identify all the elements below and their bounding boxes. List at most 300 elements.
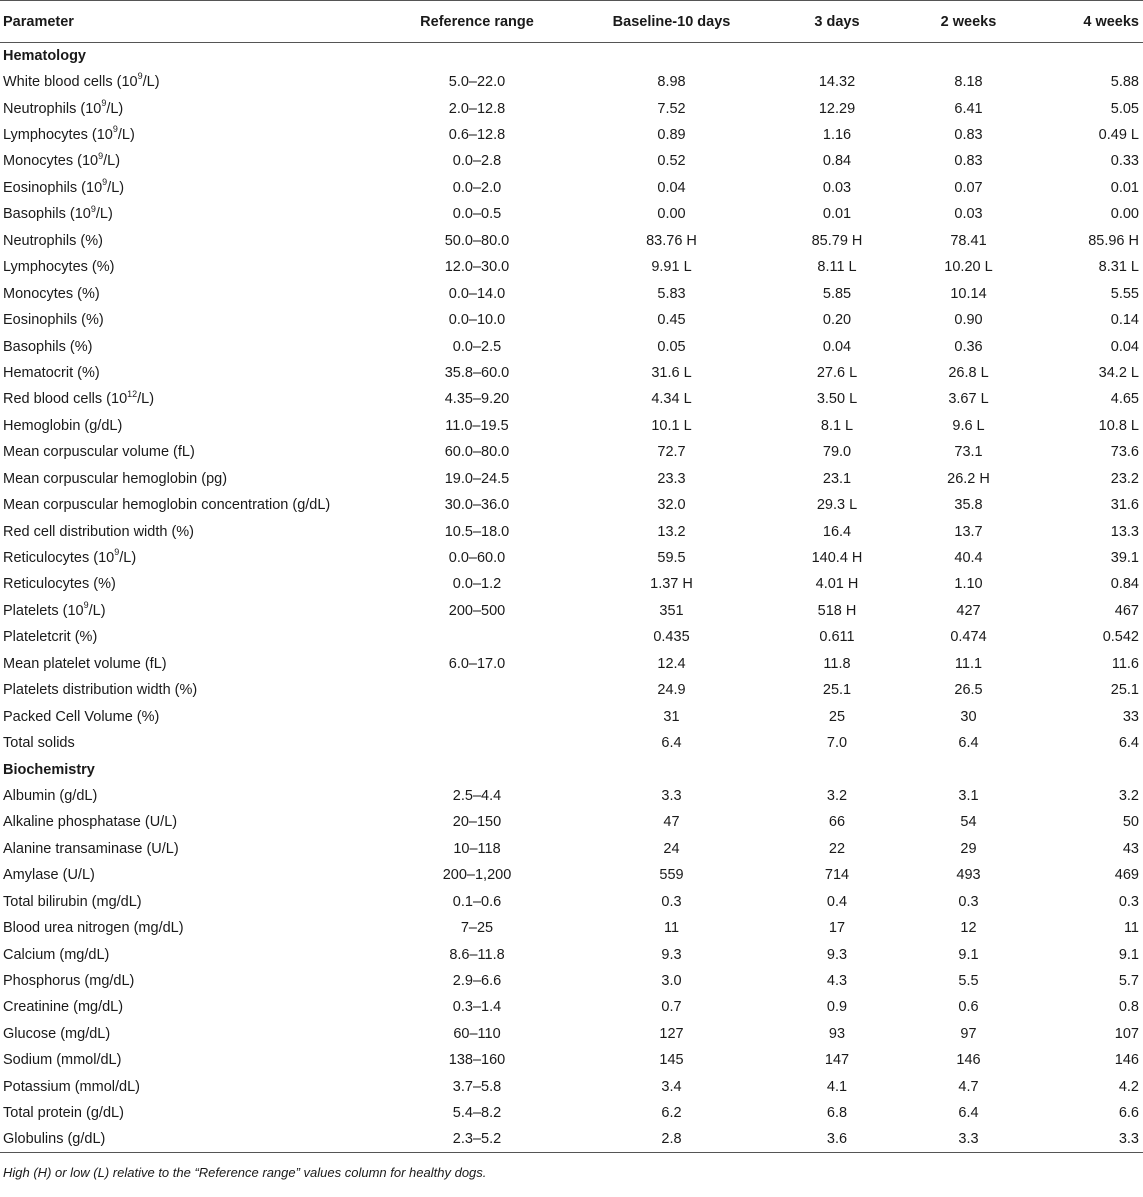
4-weeks-cell: 146 [1114, 1052, 1139, 1069]
reference-range-cell: 0.0–2.8 [452, 153, 502, 170]
3-days-cell: 0.9 [826, 999, 848, 1016]
baseline-cell: 31 [663, 708, 680, 725]
4-weeks-cell: 5.05 [1110, 100, 1139, 117]
parameter-name: Basophils (%) [3, 338, 93, 355]
parameter-cell [0, 175, 382, 201]
parameter-cell [0, 413, 382, 439]
table-row [0, 386, 1143, 412]
parameter-cell [0, 69, 382, 95]
baseline-cell: 0.45 [657, 312, 686, 329]
3-days-cell: 25 [828, 708, 846, 725]
reference-range-cell: 30.0–36.0 [444, 497, 510, 514]
parameter-name: Blood urea nitrogen (mg/dL) [3, 920, 184, 937]
table-row [0, 598, 1143, 624]
4-weeks-cell: 11 [1123, 920, 1139, 937]
baseline-cell: 31.6 L [651, 364, 692, 381]
table-row [0, 862, 1143, 888]
4-weeks-cell: 43 [1122, 840, 1139, 857]
parameter-name: Plateletcrit (%) [3, 629, 98, 646]
parameter-name: Platelets distribution width (%) [3, 682, 198, 699]
reference-range-cell: 2.5–4.4 [452, 787, 502, 804]
reference-range-cell: 200–500 [448, 602, 506, 619]
unit-suffix: /L) [107, 179, 125, 196]
baseline-cell: 0.3 [661, 893, 682, 910]
header-2-weeks: 2 weeks [903, 1, 1034, 43]
4-weeks-cell: 107 [1114, 1025, 1139, 1042]
parameter-cell [0, 95, 382, 121]
3-days-cell: 0.20 [822, 312, 852, 329]
4-weeks-cell: 4.2 [1118, 1078, 1139, 1095]
3-days-cell: 147 [824, 1052, 850, 1069]
reference-range-cell [382, 624, 572, 650]
parameter-name: Monocytes (10 [3, 153, 99, 170]
baseline-cell: 351 [659, 602, 684, 619]
table-row [0, 968, 1143, 994]
baseline-cell: 0.00 [657, 206, 686, 223]
parameter-cell [0, 439, 382, 465]
2-weeks-cell: 26.2 H [947, 470, 990, 487]
2-weeks-cell: 54 [960, 814, 977, 831]
unit-exponent: 9 [102, 177, 108, 188]
table-row [0, 1074, 1143, 1100]
table-row [0, 333, 1143, 359]
reference-range-cell: 7–25 [460, 920, 494, 937]
section-row [0, 43, 1143, 69]
baseline-cell: 23.3 [657, 470, 686, 487]
reference-range-cell: 138–160 [448, 1052, 506, 1069]
unit-exponent: 9 [137, 71, 143, 82]
parameter-cell [0, 651, 382, 677]
table-row [0, 413, 1143, 439]
baseline-cell: 0.435 [653, 629, 690, 646]
3-days-cell: 7.0 [826, 735, 848, 752]
parameter-name: Sodium (mmol/dL) [3, 1052, 122, 1069]
reference-range-cell: 0.0–60.0 [448, 550, 506, 567]
reference-range-cell: 35.8–60.0 [444, 364, 510, 381]
reference-range-cell [382, 703, 572, 729]
baseline-cell: 59.5 [657, 550, 686, 567]
4-weeks-cell: 0.00 [1110, 206, 1139, 223]
baseline-cell: 5.83 [657, 285, 686, 302]
4-weeks-cell: 5.7 [1118, 973, 1139, 990]
baseline-cell: 0.04 [657, 179, 686, 196]
parameter-cell [0, 677, 382, 703]
unit-suffix: /L) [117, 127, 135, 144]
parameter-cell [0, 122, 382, 148]
2-weeks-cell: 9.6 L [952, 417, 985, 434]
parameter-cell [0, 466, 382, 492]
baseline-cell: 559 [659, 867, 684, 884]
reference-range-cell: 0.0–14.0 [448, 285, 506, 302]
4-weeks-cell: 31.6 [1110, 497, 1139, 514]
baseline-cell: 10.1 L [651, 417, 692, 434]
2-weeks-cell: 10.20 L [944, 259, 993, 276]
3-days-cell: 17 [828, 920, 846, 937]
4-weeks-cell: 0.04 [1110, 338, 1139, 355]
4-weeks-cell: 469 [1114, 867, 1139, 884]
table-row [0, 1047, 1143, 1073]
parameter-cell [0, 836, 382, 862]
2-weeks-cell: 146 [956, 1052, 981, 1069]
reference-range-cell: 60–110 [453, 1025, 501, 1042]
table-row [0, 730, 1143, 756]
reference-range-cell: 11.0–19.5 [445, 417, 509, 434]
3-days-cell: 27.6 L [816, 364, 858, 381]
baseline-cell: 0.05 [657, 338, 686, 355]
reference-range-cell: 8.6–11.8 [449, 946, 505, 963]
table-row [0, 783, 1143, 809]
2-weeks-cell: 26.5 [954, 682, 983, 699]
parameter-cell [0, 703, 382, 729]
3-days-cell: 79.0 [822, 444, 852, 461]
header-reference-range: Reference range [382, 1, 572, 43]
2-weeks-cell: 97 [960, 1025, 977, 1042]
3-days-cell: 23.1 [822, 470, 852, 487]
table-row [0, 703, 1143, 729]
reference-range-cell: 4.35–9.20 [444, 391, 510, 408]
2-weeks-cell: 10.14 [950, 285, 987, 302]
3-days-cell: 3.50 L [816, 391, 858, 408]
parameter-name: Albumin (g/dL) [3, 787, 98, 804]
parameter-cell [0, 1100, 382, 1126]
4-weeks-cell: 85.96 H [1088, 232, 1139, 249]
baseline-cell: 12.4 [657, 655, 686, 672]
parameter-name: Reticulocytes (10 [3, 550, 115, 567]
baseline-cell: 4.34 L [651, 391, 692, 408]
parameter-name: White blood cells (10 [3, 74, 138, 91]
2-weeks-cell: 0.03 [954, 206, 983, 223]
parameter-cell [0, 862, 382, 888]
section-row [0, 756, 1143, 782]
4-weeks-cell: 39.1 [1110, 550, 1139, 567]
3-days-cell: 93 [828, 1025, 846, 1042]
baseline-cell: 47 [663, 814, 680, 831]
table-body [0, 43, 1143, 1153]
table-row [0, 95, 1143, 121]
parameter-cell [0, 624, 382, 650]
4-weeks-cell: 9.1 [1118, 946, 1139, 963]
2-weeks-cell: 30 [960, 708, 977, 725]
2-weeks-cell: 0.83 [954, 153, 983, 170]
parameter-cell [0, 915, 382, 941]
2-weeks-cell: 0.83 [954, 127, 983, 144]
2-weeks-cell: 3.1 [958, 787, 979, 804]
2-weeks-cell: 0.36 [954, 338, 983, 355]
2-weeks-cell: 493 [956, 867, 981, 884]
reference-range-cell: 3.7–5.8 [452, 1078, 502, 1095]
3-days-cell: 4.1 [826, 1078, 848, 1095]
parameter-name: Monocytes (%) [3, 285, 100, 302]
4-weeks-cell: 0.3 [1118, 893, 1139, 910]
3-days-cell: 0.611 [819, 629, 855, 646]
3-days-cell: 0.4 [826, 893, 848, 910]
unit-suffix: /L) [106, 100, 124, 117]
3-days-cell: 29.3 L [816, 497, 858, 514]
3-days-cell: 6.8 [826, 1105, 848, 1122]
parameter-cell [0, 148, 382, 174]
table-row [0, 1100, 1143, 1126]
4-weeks-cell: 3.2 [1118, 787, 1139, 804]
reference-range-cell: 10.5–18.0 [444, 523, 510, 540]
4-weeks-cell: 11.6 [1111, 655, 1139, 672]
4-weeks-cell: 33 [1122, 708, 1139, 725]
reference-range-cell: 0.6–12.8 [448, 127, 506, 144]
reference-range-cell: 2.3–5.2 [382, 1126, 572, 1152]
3-days-cell: 8.11 L [817, 259, 857, 276]
baseline-cell: 8.98 [657, 74, 686, 91]
3-days-cell: 0.04 [822, 338, 852, 355]
4-weeks-cell: 0.01 [1110, 179, 1139, 196]
reference-range-cell: 0.0–0.5 [452, 206, 502, 223]
unit-exponent: 9 [90, 203, 96, 214]
unit-exponent: 9 [101, 97, 107, 108]
table-row [0, 809, 1143, 835]
2-weeks-cell: 5.5 [958, 973, 979, 990]
baseline-cell: 3.4 [661, 1078, 682, 1095]
4-weeks-cell: 0.542 [1102, 629, 1139, 646]
parameter-cell [0, 1047, 382, 1073]
parameter-cell [0, 386, 382, 412]
reference-range-cell [382, 730, 572, 756]
table-row [0, 677, 1143, 703]
4-weeks-cell: 5.88 [1110, 74, 1139, 91]
baseline-cell: 11 [663, 920, 680, 937]
reference-range-cell: 5.4–8.2 [452, 1105, 502, 1122]
table-row [0, 228, 1143, 254]
parameter-cell [0, 1074, 382, 1100]
4-weeks-cell: 50 [1122, 814, 1139, 831]
2-weeks-cell: 0.3 [958, 893, 979, 910]
reference-range-cell: 2.0–12.8 [448, 100, 506, 117]
2-weeks-cell: 73.1 [954, 444, 983, 461]
unit-suffix: /L) [95, 206, 113, 223]
parameter-cell [0, 201, 382, 227]
table-row [0, 518, 1143, 544]
parameter-cell [0, 994, 382, 1020]
2-weeks-cell: 0.474 [950, 629, 987, 646]
baseline-cell: 0.52 [657, 153, 686, 170]
2-weeks-cell: 13.7 [954, 523, 983, 540]
3-days-cell: 14.32 [818, 74, 856, 91]
unit-exponent: 9 [98, 150, 104, 161]
4-weeks-cell: 5.55 [1110, 285, 1139, 302]
table-row [0, 280, 1143, 306]
baseline-cell: 0.7 [661, 999, 682, 1016]
4-weeks-cell: 6.6 [1118, 1105, 1139, 1122]
parameter-name: Red cell distribution width (%) [3, 523, 194, 540]
baseline-cell: 2.8 [572, 1126, 771, 1152]
table-row [0, 466, 1143, 492]
baseline-cell: 0.89 [657, 127, 686, 144]
3-days-cell: 3.2 [826, 787, 848, 804]
4-weeks-cell: 23.2 [1110, 470, 1139, 487]
table-row [0, 624, 1143, 650]
baseline-cell: 6.2 [661, 1105, 682, 1122]
4-weeks-cell: 0.14 [1110, 312, 1139, 329]
table-row [0, 1126, 1143, 1152]
parameter-name: Mean corpuscular volume (fL) [3, 444, 195, 461]
header-baseline: Baseline-10 days [572, 1, 771, 43]
4-weeks-cell: 0.49 L [1098, 127, 1139, 144]
parameter-cell [0, 518, 382, 544]
4-weeks-cell: 10.8 L [1098, 417, 1139, 434]
reference-range-cell: 19.0–24.5 [444, 470, 510, 487]
reference-range-cell: 20–150 [452, 814, 502, 831]
unit-exponent: 9 [83, 600, 89, 611]
baseline-cell: 72.7 [657, 444, 686, 461]
parameter-cell [0, 1126, 382, 1152]
4-weeks-cell: 0.8 [1118, 999, 1139, 1016]
4-weeks-cell: 0.84 [1110, 576, 1139, 593]
3-days-cell: 16.4 [822, 523, 852, 540]
parameter-cell [0, 228, 382, 254]
unit-suffix: /L) [119, 550, 137, 567]
4-weeks-cell: 13.3 [1110, 523, 1139, 540]
table-row [0, 69, 1143, 95]
table-header [0, 1, 1143, 43]
parameter-name: Total bilirubin (mg/dL) [3, 893, 142, 910]
2-weeks-cell: 6.41 [954, 100, 983, 117]
2-weeks-cell: 12 [960, 920, 977, 937]
parameter-cell [0, 941, 382, 967]
parameter-name: Lymphocytes (%) [3, 259, 115, 276]
2-weeks-cell: 3.67 L [948, 391, 989, 408]
parameter-name: Eosinophils (%) [3, 312, 104, 329]
parameter-name: Mean platelet volume (fL) [3, 655, 167, 672]
parameter-cell [0, 783, 382, 809]
baseline-cell: 7.52 [657, 100, 686, 117]
2-weeks-cell: 6.4 [958, 1105, 979, 1122]
3-days-cell: 12.29 [818, 100, 856, 117]
4-weeks-cell: 25.1 [1110, 682, 1139, 699]
3-days-cell: 22 [828, 840, 846, 857]
unit-exponent: 9 [112, 124, 118, 135]
unit-suffix: /L) [137, 391, 155, 408]
baseline-cell: 9.91 L [651, 259, 692, 276]
4-weeks-cell: 4.65 [1110, 391, 1139, 408]
2-weeks-cell: 1.10 [954, 576, 983, 593]
3-days-cell: 1.16 [822, 127, 852, 144]
parameter-name: Alanine transaminase (U/L) [3, 840, 179, 857]
parameter-name: Neutrophils (%) [3, 232, 103, 249]
2-weeks-cell: 0.90 [954, 312, 983, 329]
parameter-cell [0, 280, 382, 306]
reference-range-cell: 0.1–0.6 [452, 893, 502, 910]
reference-range-cell: 0.3–1.4 [452, 999, 502, 1016]
2-weeks-cell: 8.18 [954, 74, 983, 91]
3-days-cell: 8.1 L [820, 417, 854, 434]
baseline-cell: 3.3 [661, 787, 682, 804]
3-days-cell: 25.1 [822, 682, 852, 699]
parameter-name: Neutrophils (10 [3, 100, 102, 117]
parameter-cell [0, 889, 382, 915]
table-row [0, 307, 1143, 333]
table-row [0, 360, 1143, 386]
parameter-name: Calcium (mg/dL) [3, 946, 110, 963]
table-row [0, 201, 1143, 227]
3-days-cell: 0.01 [822, 206, 852, 223]
header-parameter: Parameter [0, 1, 382, 43]
table-row [0, 545, 1143, 571]
4-weeks-cell: 467 [1114, 602, 1139, 619]
header-row [0, 1, 1143, 43]
2-weeks-cell: 26.8 L [948, 364, 989, 381]
table-row [0, 254, 1143, 280]
parameter-cell [0, 545, 382, 571]
parameter-name: Total solids [3, 735, 75, 752]
reference-range-cell: 0.0–1.2 [452, 576, 502, 593]
3-days-cell: 11.8 [823, 655, 851, 672]
table-row [0, 122, 1143, 148]
3-days-cell: 9.3 [826, 946, 848, 963]
parameter-name: Hematocrit (%) [3, 364, 100, 381]
baseline-cell: 6.4 [661, 735, 682, 752]
table-row [0, 889, 1143, 915]
baseline-cell: 9.3 [661, 946, 682, 963]
reference-range-cell: 12.0–30.0 [444, 259, 510, 276]
3-days-cell: 140.4 H [811, 550, 863, 567]
4-weeks-cell: 73.6 [1110, 444, 1139, 461]
parameter-cell [0, 571, 382, 597]
parameter-cell [0, 307, 382, 333]
2-weeks-cell: 0.07 [954, 179, 983, 196]
table-row [0, 148, 1143, 174]
table-row [0, 915, 1143, 941]
4-weeks-cell: 0.33 [1110, 153, 1139, 170]
2-weeks-cell: 40.4 [954, 550, 983, 567]
table-row [0, 651, 1143, 677]
3-days-cell: 85.79 H [811, 232, 863, 249]
header-4-weeks: 4 weeks [1034, 1, 1143, 43]
table-row [0, 994, 1143, 1020]
table-row [0, 571, 1143, 597]
2-weeks-cell: 9.1 [958, 946, 979, 963]
3-days-cell: 4.3 [826, 973, 848, 990]
reference-range-cell: 2.9–6.6 [452, 973, 502, 990]
section-title: Biochemistry [3, 761, 95, 778]
parameter-cell [0, 333, 382, 359]
parameter-cell [0, 1021, 382, 1047]
parameter-name: Phosphorus (mg/dL) [3, 973, 135, 990]
baseline-cell: 127 [659, 1025, 684, 1042]
baseline-cell: 13.2 [657, 523, 686, 540]
reference-range-cell: 50.0–80.0 [444, 232, 510, 249]
baseline-cell: 83.76 H [646, 232, 697, 249]
section-title: Hematology [3, 47, 86, 64]
2-weeks-cell: 3.3 [903, 1126, 1034, 1152]
4-weeks-cell: 34.2 L [1098, 364, 1139, 381]
parameter-name: Basophils (10 [3, 206, 91, 223]
reference-range-cell: 60.0–80.0 [444, 444, 510, 461]
parameter-name: Red blood cells (10 [3, 391, 128, 408]
baseline-cell: 24.9 [657, 682, 686, 699]
reference-range-cell [382, 677, 572, 703]
4-weeks-cell: 6.4 [1118, 735, 1139, 752]
reference-range-cell: 0.0–2.5 [452, 338, 502, 355]
parameter-name: Mean corpuscular hemoglobin (pg) [3, 470, 228, 487]
unit-suffix: /L) [142, 74, 160, 91]
parameter-cell [0, 254, 382, 280]
parameter-name: Packed Cell Volume (%) [3, 708, 160, 725]
3-days-cell: 714 [824, 867, 850, 884]
parameter-cell [0, 360, 382, 386]
3-days-cell: 4.01 H [815, 576, 859, 593]
table-row [0, 1021, 1143, 1047]
baseline-cell: 24 [663, 840, 680, 857]
reference-range-cell: 5.0–22.0 [448, 74, 506, 91]
3-days-cell: 518 H [817, 602, 857, 619]
3-days-cell: 3.6 [771, 1126, 903, 1152]
